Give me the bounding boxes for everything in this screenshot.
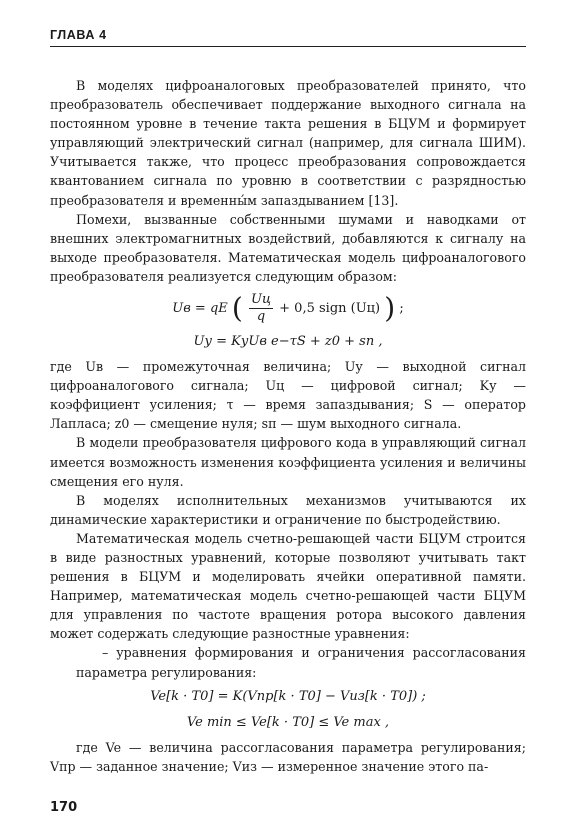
formula-3: Ve[k · T0] = K(Vпр[k · T0] − Vиз[k · T0]) ;: [150, 688, 426, 704]
fraction-denominator: q: [256, 309, 266, 325]
page-number: 170: [50, 800, 78, 815]
formula-1-lhs: Uв = qE: [172, 301, 228, 317]
page-body: [50, 76, 526, 776]
paren-open: (: [231, 291, 243, 325]
formula-1-end: ;: [399, 301, 404, 317]
formula-1-rest: + 0,5 sign (Uц): [279, 301, 381, 317]
list-item: – уравнения формирования и ограничения рассогласования параметра регулирования:: [76, 645, 526, 680]
fraction-numerator: Uц: [250, 292, 272, 308]
paragraph-5: В моделях исполнительных механизмов учитываются их динамические характеристики и ограничение по быстродействию.: [50, 492, 526, 527]
paragraph-2: Помехи, вызванные собственными шумами и наводками от внешних электромагнитных воздействий, добавляются к сигналу на выходе преобразователя. Математическая модель цифроаналогового преобразователя реализуется следующим образом:: [50, 211, 526, 284]
paren-close: ): [384, 291, 396, 325]
paragraph-4: В модели преобразователя цифрового кода в управляющий сигнал имеется возможность изменения коэффициента усиления и величины смещения его нуля.: [50, 435, 526, 489]
formula-4: Ve min ≤ Ve[k · T0] ≤ Ve max ,: [186, 714, 390, 730]
formula-2: Uу = KуUв e−τS + z0 + sп ,: [193, 334, 383, 350]
formula-1: [50, 292, 526, 325]
fraction: [249, 292, 273, 325]
paragraph-6: Математическая модель счетно-решающей части БЦУМ строится в виде разностных уравнений, которые позволяют учитывать такт решения в БЦУМ и моделировать ячейки оперативной памяти. Например, математическая модель счетно-решающей части БЦУМ для управления по частоте вращения ротора высокого давления может содержать следующие разностные уравнения:: [50, 530, 526, 642]
chapter-header: ГЛАВА 4: [50, 28, 526, 47]
paragraph-1: В моделях цифроаналоговых преобразователей принято, что преобразователь обеспечивает поддержание выходного сигнала на постоянном уровне в течение такта решения в БЦУМ и формирует управляющий электрический сигнал (например, для сигнала ШИМ). Учитывается также, что процесс преобразования сопровождается квантованием сигнала по уровню в соответствии с разрядностью преобразователя и временны́м запаздыванием [13].: [50, 78, 526, 208]
formula-dac: [50, 292, 526, 353]
paragraph-3: где Uв — промежуточная величина; Uу — выходной сигнал цифроаналогового сигнала; Uц — цифровой сигнал; Kу — коэффициент усиления; τ — время запаздывания; S — оператор Лапласа; z0 — смещение нуля; sп — шум выходного сигнала.: [50, 359, 526, 432]
paragraph-7: где Ve — величина рассогласования параметра регулирования; Vпр — заданное значение; Vиз — измеренное значение этого па-: [50, 739, 526, 774]
